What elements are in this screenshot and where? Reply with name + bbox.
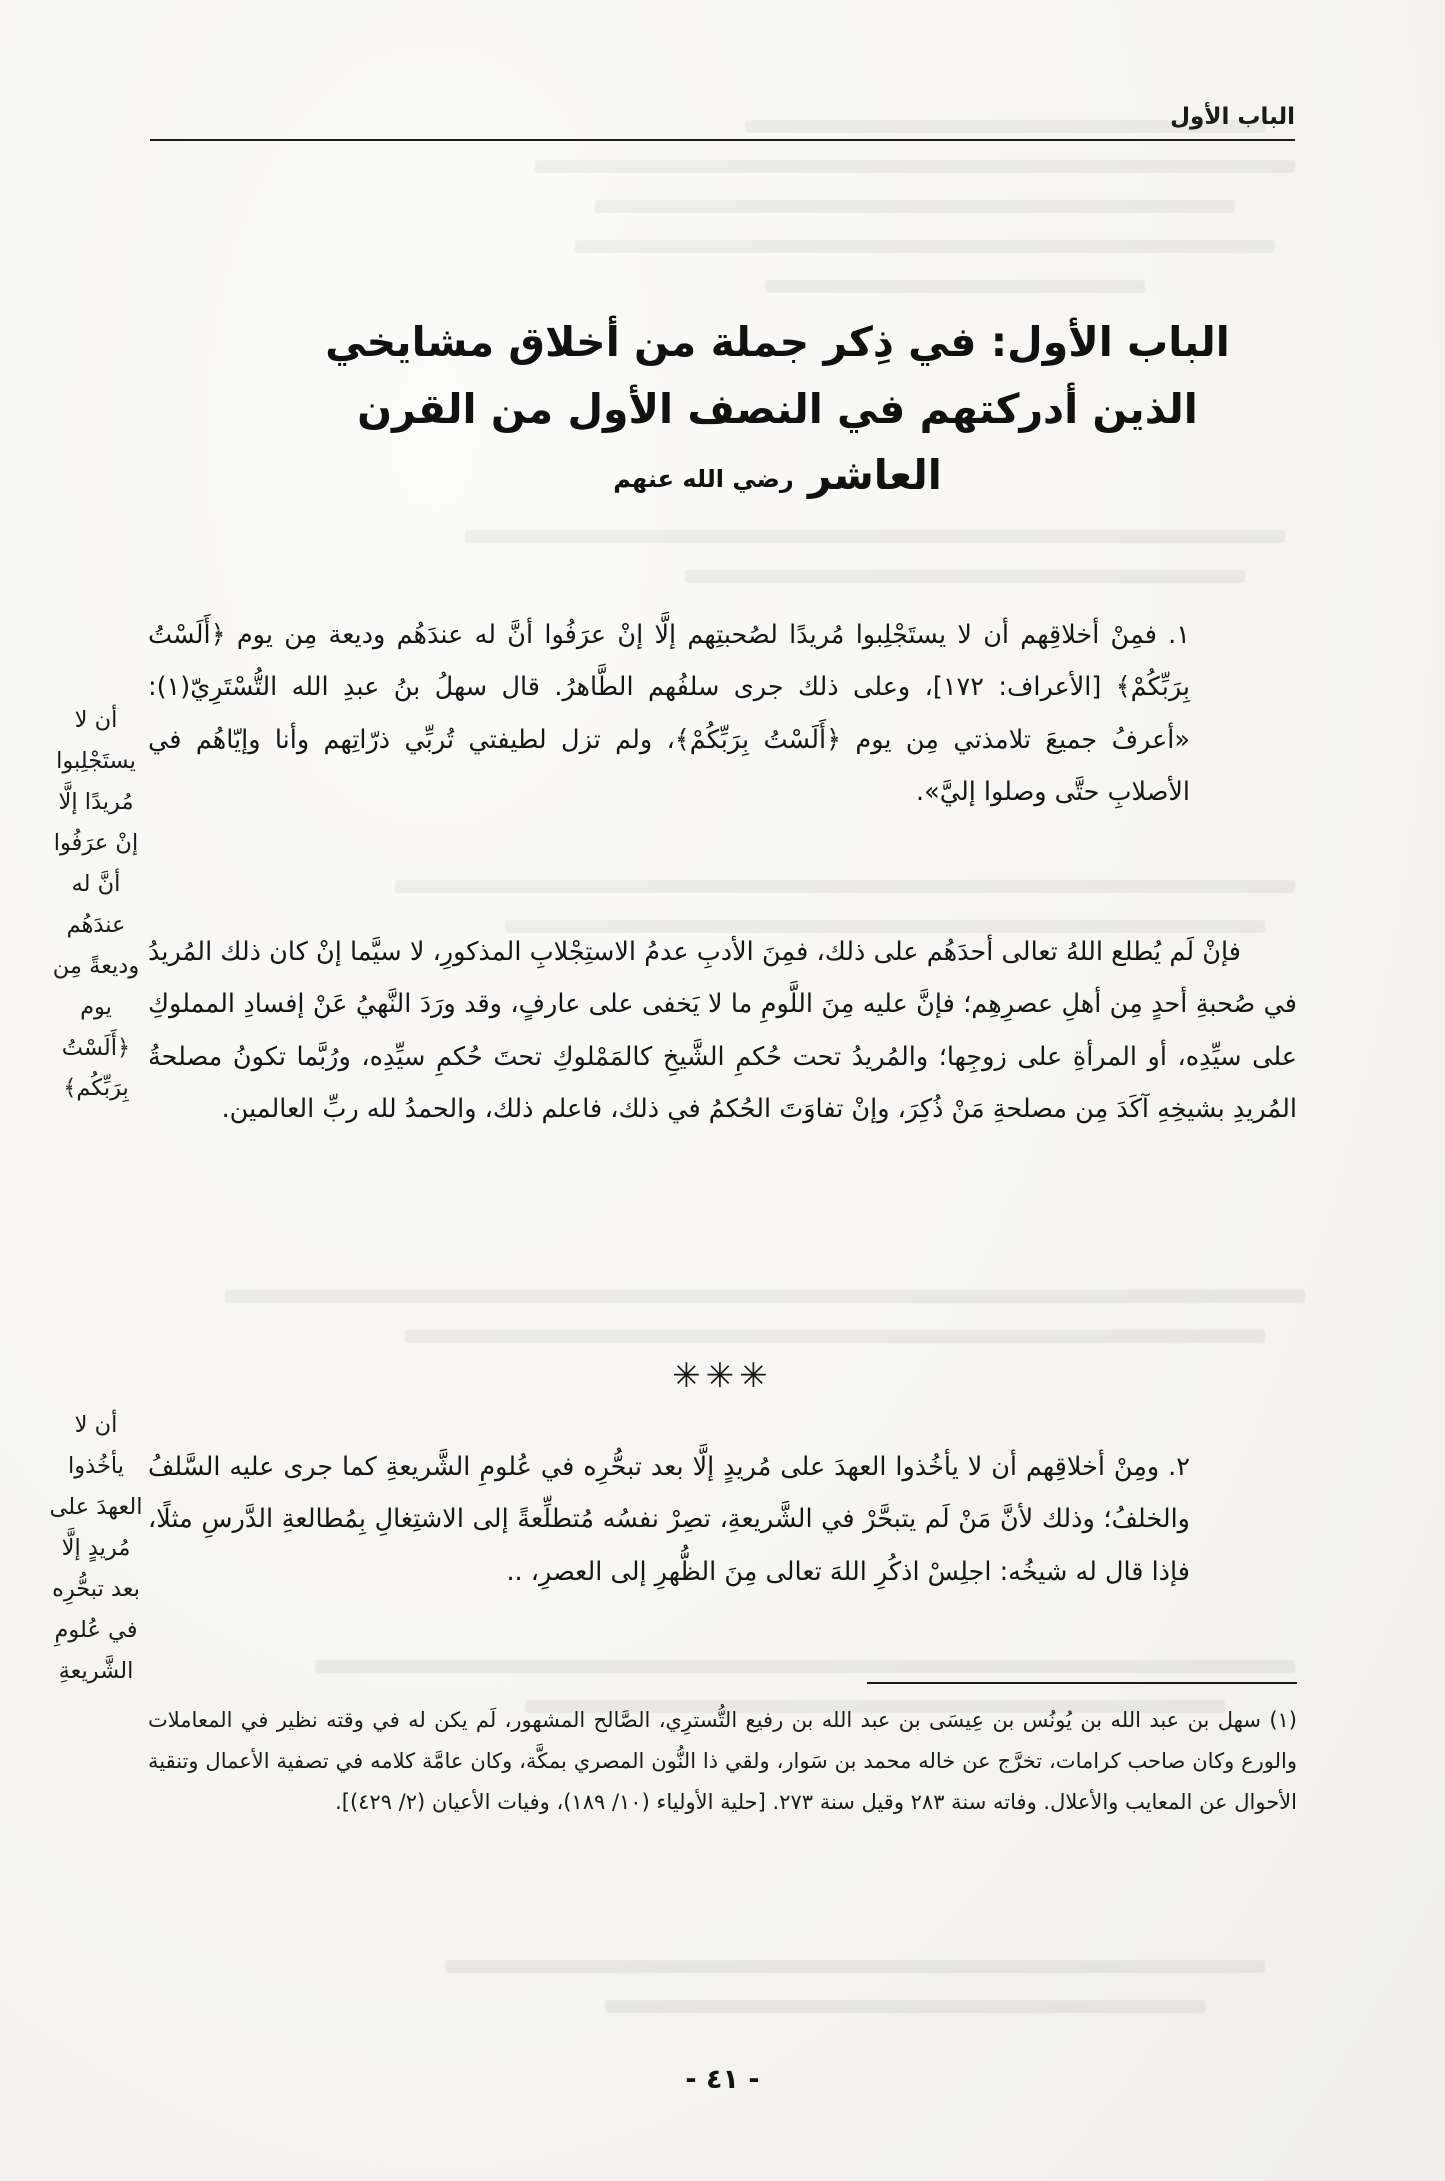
- page-title-line-2: [300, 376, 1255, 509]
- body-paragraph-2: فإنْ لَم يُطلع اللهُ تعالى أحدَهُم على ذلك، فمِنَ الأدبِ عدمُ الاستِجْلابِ المذكورِ، لا سيَّما إنْ كان ذلك المُريدُ في صُحبةِ أحدٍ مِن أهلِ عصرِهِم؛ فإنَّ عليه مِنَ اللَّومِ ما لا يَخفى على عارفٍ، وقد ورَدَ النَّهيُ عَنْ إفسادِ المملوكِ على سيِّدِه، أو المرأةِ على زوجِها؛ والمُريدُ تحت حُكمِ الشَّيخِ كالمَمْلوكِ تحتَ حُكمِ سيِّدِه، ورُبَّما تكونُ مصلحةُ المُريدِ بشيخِهِ آكَدَ مِن مصلحةِ مَنْ ذُكِرَ، وإنْ تفاوَتَ الحُكمُ في ذلك، فاعلم ذلك، والحمدُ لله ربِّ العالمين.: [148, 936, 1297, 1125]
- footnote-text: سهل بن عبد الله بن يُونُس بن عِيسَى بن عبد الله بن رفيع التُّسترِي، الصَّالح المشهور، لَم يكن له في وقته نظير في المعاملات والورع وكان صاحب كرامات، تخرَّج عن خاله محمد بن سَوار، ولقي ذا النُّون المصري بمكَّة، وكان عامَّة كلامه في تصفية الأعمال وتنقية الأحوال عن المعايب والأعلال. وفاته سنة ٢٨٣ وقيل سنة ٢٧٣. [حلية الأولياء (١٠/ ١٨٩)، وفيات الأعيان (٢/ ٤٢٩)].: [148, 1708, 1297, 1814]
- header-rule: [150, 139, 1295, 141]
- body-paragraph-3: ٢. ومِنْ أخلاقِهم أن لا يأخُذوا العهدَ على مُريدٍ إلَّا بعد تبحُّرِه في عُلومِ الشَّريعةِ كما جرى عليه السَّلفُ والخلفُ؛ وذلك لأنَّ مَنْ لَم يتبحَّرْ في الشَّريعةِ، تصِرْ نفسُه مُتطلِّعةً إلى الاشتِغالِ بِمُطالعةِ الدَّرسِ مثلًا، فإذا قال له شيخُه: اجلِسْ اذكُرِ اللهَ تعالى مِنَ الظُّهرِ إلى العصرِ، ..: [148, 1451, 1190, 1587]
- running-header: [150, 104, 1295, 141]
- running-header-title: الباب الأول: [1170, 104, 1295, 130]
- ornament-divider: ✳✳✳: [672, 1356, 773, 1396]
- page-number: - ٤١ -: [685, 2064, 760, 2095]
- margin-note-2: أن لا يأخُذوا العهدَ على مُريدٍ إلَّا بعد تبحُّرِه في عُلومِ الشَّريعةِ: [49, 1412, 143, 1684]
- footnote-marker: (١): [1269, 1708, 1297, 1732]
- page-title-line-2-text: الذين أدركتهم في النصف الأول من القرن العاشر: [357, 384, 1198, 500]
- body-paragraph-1: ١. فمِنْ أخلاقِهم أن لا يستَجْلِبوا مُريدًا لصُحبتِهم إلَّا إنْ عرَفُوا أنَّ له عندَهُم وديعة مِن يوم ﴿أَلَسْتُ بِرَبِّكُمْ﴾ [الأعراف: ١٧٢]، وعلى ذلك جرى سلفُهم الطَّاهرُ. قال سهلُ بنُ عبدِ الله التُّسْتَرِيّ(١): «أعرفُ جميعَ تلامذتي مِن يوم ﴿أَلَسْتُ بِرَبِّكُمْ﴾، ولم تزل لطيفتي تُربِّي ذرّاتِهم وأنا وإيّاهُم في الأصلابِ حتَّى وصلوا إليَّ».: [148, 619, 1190, 808]
- honorific-glyph: رضي الله عنهم: [613, 465, 794, 494]
- page-title-line-1: الباب الأول: في ذِكر جملة من أخلاق مشايخي: [325, 318, 1230, 367]
- footnote: [148, 1700, 1297, 1823]
- footnote-rule: [867, 1682, 1297, 1684]
- page-title: [300, 309, 1255, 508]
- margin-note-1: أن لا يستَجْلِبوا مُريدًا إلَّا إنْ عرَفُوا أنَّ له عندَهُم وديعةً مِن يوم ﴿أَلَسْتُ بِرَبِّكُم﴾: [52, 707, 140, 1102]
